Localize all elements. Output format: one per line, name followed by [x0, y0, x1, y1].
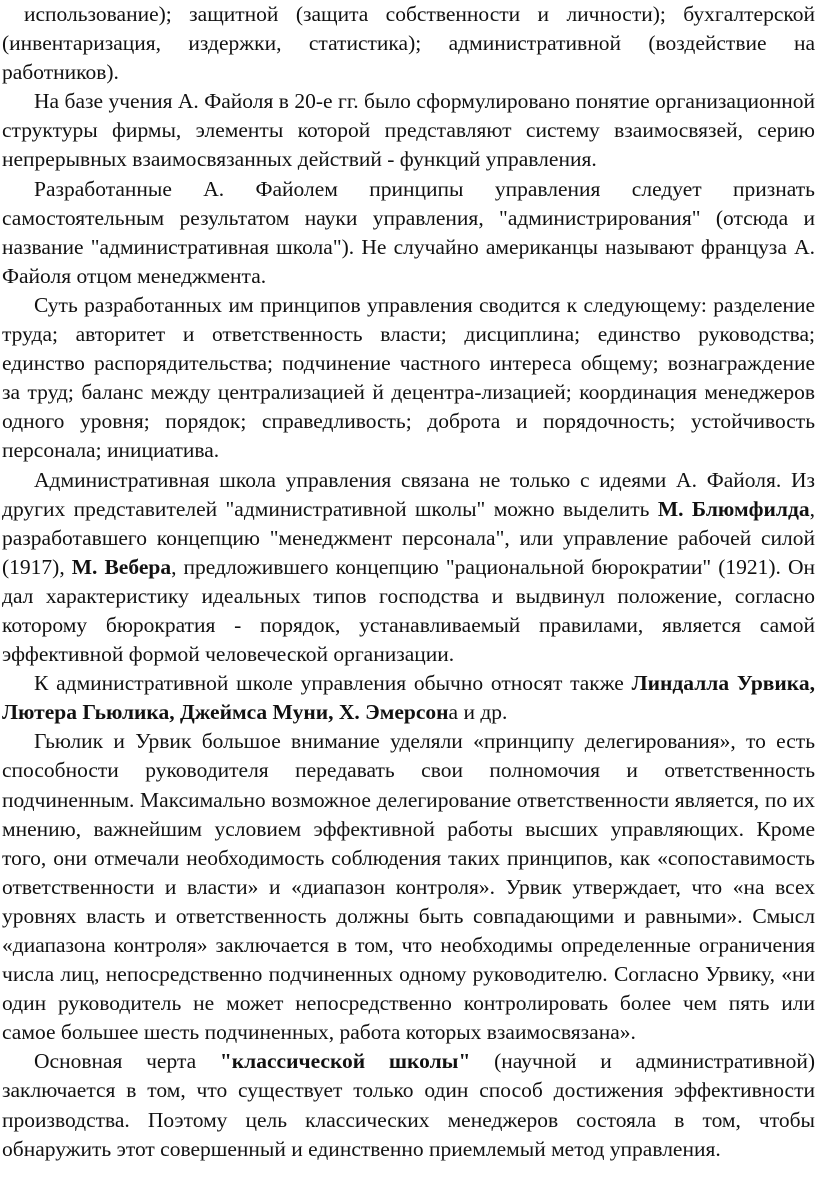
paragraph-3 — [2, 175, 815, 291]
paragraph-text: Основная черта — [34, 1049, 220, 1074]
paragraph-8 — [2, 1047, 815, 1163]
paragraph-5 — [2, 466, 815, 670]
paragraph-text: Гьюлик и Урвик большое внимание уделяли «принципу делегирования», то есть способности руководителя передавать свои полномочия и ответственность подчиненным. Максимально возможное делегирование ответственности является, по их мнению, важнейшим условием эффективной работы высших управляющих. Кроме того, они отмечали необходимость соблюдения таких принципов, как «сопоставимость ответственности и власти» и «диапазон контроля». Урвик утверждает, что «на всех уровнях власть и ответственность должны быть совпадающими и равными». Смысл «диапазона контроля» заключается в том, что необходимы определенные ограничения числа лиц, непосредственно подчиненных одному руководителю. Согласно Урвику, «ни один руководитель не может непосредственно контролировать более чем пять или самое большее шесть подчиненных, работа которых взаимосвязана». — [2, 729, 815, 1045]
paragraph-text: использование); защитной (защита собственности и личности); бухгалтерской (инвентаризация, издержки, статистика); административной (воздействие на работников). — [2, 2, 815, 85]
paragraph-text: (научной и административной) заключается в том, что существует только один способ достижения эффективности производства. Поэтому цель классических менеджеров состояла в том, чтобы обнаружить этот совершенный и единственно приемлемый метод управления. — [2, 1049, 815, 1161]
paragraph-text: Административная школа управления связана не только с идеями А. Файоля. Из других представителей "административной школы" можно выделить — [2, 467, 815, 521]
bold-term-classical-school: "классической школы" — [219, 1049, 471, 1074]
paragraph-text: , разработавшего концепцию "менеджмент персонала", или управление рабочей силой (1917), — [2, 496, 815, 579]
paragraph-text: На базе учения А. Файоля в 20-е гг. было сформулировано понятие организационной структуры фирмы, элементы которой представляют систему взаимосвязей, серию непрерывных взаимосвязанных действий - функций управления. — [2, 89, 815, 172]
paragraph-text: , предложившего концепцию "рациональной бюрократии" (1921). Он дал характеристику идеальных типов господства и выдвинул положение, согласно которому бюрократия - порядок, устанавливаемый правилами, является самой эффективной формой человеческой организации. — [2, 554, 815, 667]
paragraph-text: Суть разработанных им принципов управления сводится к следующему: разделение труда; авторитет и ответственность власти; дисциплина; единство руководства; единство распорядительства; подчинение частного интереса общему; вознаграждение за труд; баланс между централизацией й децентра-лизацией; координация менеджеров одного уровня; порядок; справедливость; доброта и порядочность; устойчивость персонала; инициатива. — [2, 292, 815, 463]
paragraph-text: Разработанные А. Файолем принципы управления следует признать самостоятельным результатом науки управления, "администрирования" (отсюда и название "административная школа"). Не случайно американцы называют француза А. Файоля отцом менеджмента. — [2, 176, 815, 288]
paragraph-7 — [2, 727, 815, 1047]
paragraph-text: а и др. — [448, 700, 508, 725]
bold-name-weber: М. Вебера — [71, 554, 172, 579]
paragraph-4 — [2, 291, 815, 466]
bold-names-list: Линдалла Урвика, Лютера Гьюлика, Джеймса Муни, Х. Эмерсон — [2, 671, 815, 725]
paragraph-6 — [2, 669, 815, 727]
paragraph-text: К административной школе управления обычно относят также — [34, 671, 632, 696]
bold-name-blumfield: М. Блюмфилда — [657, 496, 810, 521]
paragraph-1 — [2, 0, 815, 87]
paragraph-2 — [2, 87, 815, 174]
